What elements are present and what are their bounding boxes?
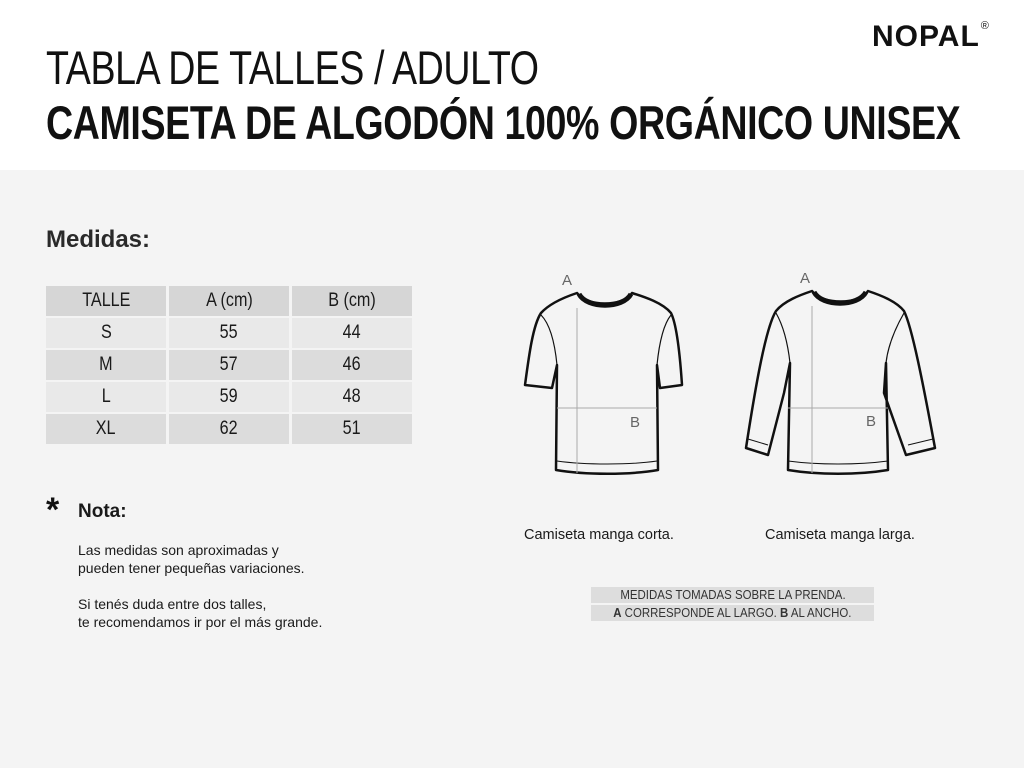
brand-logo [872, 20, 990, 54]
measure-note-line-2: A CORRESPONDE AL LARGO. B AL ANCHO. [591, 605, 874, 621]
page-subtitle: CAMISETA DE ALGODÓN 100% ORGÁNICO UNISEX [46, 96, 961, 149]
medidas-heading: Medidas: [46, 226, 151, 253]
page-title: TABLA DE TALLES / ADULTO [46, 41, 539, 94]
header [0, 0, 1024, 170]
nota-paragraph-2 [78, 595, 322, 631]
table-row [46, 381, 412, 413]
table-cell: S [46, 317, 168, 349]
label-a: A [800, 270, 811, 287]
table-cell: 48 [291, 381, 413, 413]
table-row [46, 317, 412, 349]
column-header: A (cm) [168, 286, 291, 317]
shirt-collar [579, 294, 631, 305]
table-cell: 55 [168, 317, 291, 349]
table-cell: 44 [291, 317, 413, 349]
table-cell: XL [46, 413, 168, 445]
shirt-outline [746, 291, 935, 474]
long-sleeve-shirt-diagram [738, 263, 943, 485]
column-header: B (cm) [291, 286, 413, 317]
short-sleeve-shirt-diagram [515, 265, 695, 485]
shirt-collar [814, 292, 866, 303]
table-cell: 62 [168, 413, 291, 445]
caption-short-sleeve: Camiseta manga corta. [524, 527, 674, 543]
size-table [46, 286, 412, 446]
asterisk-icon: * [46, 491, 60, 529]
table-cell: 46 [291, 349, 413, 381]
table-row [46, 349, 412, 381]
nota-line: Si tenés duda entre dos talles, [78, 596, 267, 612]
label-b: B [866, 413, 877, 430]
measure-note-line-1: MEDIDAS TOMADAS SOBRE LA PRENDA. [591, 587, 874, 603]
label-a: A [562, 272, 573, 289]
caption-long-sleeve: Camiseta manga larga. [765, 527, 915, 543]
table-cell: 59 [168, 381, 291, 413]
table-cell: L [46, 381, 168, 413]
label-b-bold: B [780, 605, 789, 620]
nota-line: pueden tener pequeñas variaciones. [78, 560, 305, 576]
table-cell: 57 [168, 349, 291, 381]
table-row [46, 413, 412, 445]
shirt-outline [525, 293, 682, 474]
table-cell: M [46, 349, 168, 381]
table-header-row [46, 286, 412, 317]
nota-line: Las medidas son aproximadas y [78, 542, 279, 558]
nota-paragraph-1 [78, 541, 305, 577]
brand-name: NOPAL [872, 20, 980, 53]
registered-mark: ® [980, 20, 990, 32]
column-header: TALLE [46, 286, 168, 317]
label-a-bold: A [613, 605, 622, 620]
nota-line: te recomendamos ir por el más grande. [78, 614, 323, 630]
label-b: B [630, 414, 641, 431]
table-cell: 51 [291, 413, 413, 445]
nota-heading: Nota: [78, 501, 127, 522]
